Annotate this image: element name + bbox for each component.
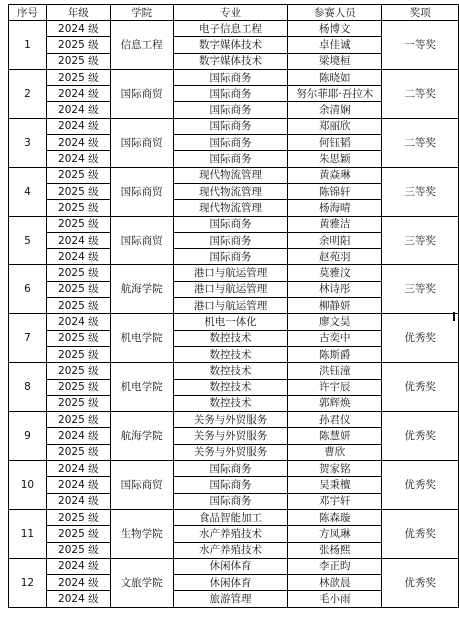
grade-cell: 2025 级: [46, 379, 110, 395]
college-cell: 文旅学院: [110, 558, 173, 607]
group-index: 4: [9, 167, 47, 216]
grade-cell: 2025 级: [46, 298, 110, 314]
group-index: 12: [9, 558, 47, 607]
participant-cell: 古奕中: [288, 330, 382, 346]
table-row: [9, 216, 459, 232]
participant-cell: 陈锦轩: [288, 183, 382, 199]
major-cell: 现代物流管理: [173, 183, 288, 199]
major-cell: 国际商务: [173, 102, 288, 118]
major-cell: 旅游管理: [173, 591, 288, 607]
major-cell: 国际商务: [173, 493, 288, 509]
grade-cell: 2025 级: [46, 183, 110, 199]
grade-cell: 2025 级: [46, 200, 110, 216]
table-row: [9, 314, 459, 330]
table-row: [9, 21, 459, 37]
participant-cell: 赵苑羽: [288, 249, 382, 265]
major-cell: 国际商务: [173, 477, 288, 493]
award-cell: 一等奖: [382, 21, 459, 70]
participant-cell: 张杨熙: [288, 542, 382, 558]
header-award: 奖项: [382, 5, 459, 21]
grade-cell: 2025 级: [46, 265, 110, 281]
grade-cell: 2024 级: [46, 135, 110, 151]
award-cell: 三等奖: [382, 167, 459, 216]
major-cell: 关务与外贸服务: [173, 444, 288, 460]
header-index: 序号: [9, 5, 47, 21]
award-cell: 优秀奖: [382, 314, 459, 363]
major-cell: 国际商务: [173, 216, 288, 232]
award-cell: 优秀奖: [382, 412, 459, 461]
participant-cell: 朱思颖: [288, 151, 382, 167]
award-cell: 三等奖: [382, 216, 459, 265]
table-row: [9, 167, 459, 183]
grade-cell: 2025 级: [46, 216, 110, 232]
group-index: 5: [9, 216, 47, 265]
major-cell: 数控技术: [173, 330, 288, 346]
major-cell: 数字媒体技术: [173, 53, 288, 69]
major-cell: 关务与外贸服务: [173, 428, 288, 444]
college-cell: 生物学院: [110, 509, 173, 558]
group-index: 2: [9, 69, 47, 118]
major-cell: 电子信息工程: [173, 21, 288, 37]
group-index: 9: [9, 412, 47, 461]
grade-cell: 2024 级: [46, 21, 110, 37]
major-cell: 食品智能加工: [173, 509, 288, 525]
participant-cell: 林诗彤: [288, 281, 382, 297]
major-cell: 国际商务: [173, 86, 288, 102]
grade-cell: 2024 级: [46, 314, 110, 330]
grade-cell: 2024 级: [46, 118, 110, 134]
major-cell: 休闲体育: [173, 575, 288, 591]
grade-cell: 2025 级: [46, 330, 110, 346]
participant-cell: 林歆晨: [288, 575, 382, 591]
grade-cell: 2024 级: [46, 86, 110, 102]
group-index: 10: [9, 461, 47, 510]
participant-cell: 陈森璇: [288, 509, 382, 525]
grade-cell: 2024 级: [46, 102, 110, 118]
grade-cell: 2025 级: [46, 444, 110, 460]
grade-cell: 2024 级: [46, 558, 110, 574]
major-cell: 数控技术: [173, 346, 288, 362]
header-grade: 年级: [46, 5, 110, 21]
grade-cell: 2025 级: [46, 281, 110, 297]
award-cell: 二等奖: [382, 118, 459, 167]
grade-cell: 2025 级: [46, 53, 110, 69]
participant-cell: 曹欣: [288, 444, 382, 460]
participant-cell: 贺家铭: [288, 461, 382, 477]
grade-cell: 2024 级: [46, 575, 110, 591]
participant-cell: 孙君仪: [288, 412, 382, 428]
major-cell: 休闲体育: [173, 558, 288, 574]
major-cell: 国际商务: [173, 461, 288, 477]
participant-cell: 卓佳诚: [288, 37, 382, 53]
college-cell: 国际商贸: [110, 69, 173, 118]
grade-cell: 2025 级: [46, 412, 110, 428]
participant-cell: 余清娴: [288, 102, 382, 118]
major-cell: 港口与航运管理: [173, 281, 288, 297]
participant-cell: 李正昀: [288, 558, 382, 574]
grade-cell: 2025 级: [46, 69, 110, 85]
table-row: [9, 412, 459, 428]
grade-cell: 2024 级: [46, 428, 110, 444]
grade-cell: 2024 级: [46, 249, 110, 265]
participant-cell: 梁境桓: [288, 53, 382, 69]
college-cell: 机电学院: [110, 363, 173, 412]
grade-cell: 2024 级: [46, 477, 110, 493]
grade-cell: 2024 级: [46, 151, 110, 167]
table-row: [9, 118, 459, 134]
college-cell: 航海学院: [110, 265, 173, 314]
grade-cell: 2025 级: [46, 37, 110, 53]
award-cell: 二等奖: [382, 69, 459, 118]
award-cell: 优秀奖: [382, 363, 459, 412]
major-cell: 关务与外贸服务: [173, 412, 288, 428]
group-index: 6: [9, 265, 47, 314]
major-cell: 数控技术: [173, 395, 288, 411]
grade-cell: 2024 级: [46, 591, 110, 607]
college-cell: 机电学院: [110, 314, 173, 363]
college-cell: 信息工程: [110, 21, 173, 70]
major-cell: 国际商务: [173, 135, 288, 151]
table-row: [9, 509, 459, 525]
participant-cell: 郭辉焕: [288, 395, 382, 411]
table-body: [9, 21, 459, 608]
grade-cell: 2025 级: [46, 542, 110, 558]
participant-cell: 努尔菲耶·吾拉木: [288, 86, 382, 102]
major-cell: 水产养殖技术: [173, 542, 288, 558]
participant-cell: 吴秉檀: [288, 477, 382, 493]
grade-cell: 2024 级: [46, 232, 110, 248]
participant-cell: 毛小雨: [288, 591, 382, 607]
group-index: 1: [9, 21, 47, 70]
grade-cell: 2025 级: [46, 526, 110, 542]
group-index: 7: [9, 314, 47, 363]
header-participants: 参赛人员: [288, 5, 382, 21]
grade-cell: 2024 级: [46, 493, 110, 509]
award-cell: 优秀奖: [382, 509, 459, 558]
major-cell: 国际商务: [173, 69, 288, 85]
award-cell: 优秀奖: [382, 558, 459, 607]
college-cell: 航海学院: [110, 412, 173, 461]
major-cell: 港口与航运管理: [173, 265, 288, 281]
participant-cell: 廖文昊: [288, 314, 382, 330]
grade-cell: 2025 级: [46, 346, 110, 362]
grade-cell: 2025 级: [46, 395, 110, 411]
college-cell: 国际商贸: [110, 461, 173, 510]
participant-cell: 陈晓如: [288, 69, 382, 85]
participant-cell: 洪钰潼: [288, 363, 382, 379]
participant-cell: 杨海晴: [288, 200, 382, 216]
major-cell: 机电一体化: [173, 314, 288, 330]
participant-cell: 方凤琳: [288, 526, 382, 542]
major-cell: 现代物流管理: [173, 200, 288, 216]
college-cell: 国际商贸: [110, 216, 173, 265]
edge-mark: [453, 312, 455, 321]
grade-cell: 2024 级: [46, 461, 110, 477]
group-index: 11: [9, 509, 47, 558]
major-cell: 数控技术: [173, 379, 288, 395]
award-cell: 优秀奖: [382, 461, 459, 510]
participant-cell: 黄焱琳: [288, 167, 382, 183]
major-cell: 国际商务: [173, 232, 288, 248]
group-index: 3: [9, 118, 47, 167]
participant-cell: 邓宇轩: [288, 493, 382, 509]
participant-cell: 黄雅洁: [288, 216, 382, 232]
participant-cell: 许宇辰: [288, 379, 382, 395]
major-cell: 港口与航运管理: [173, 298, 288, 314]
participant-cell: 杨博文: [288, 21, 382, 37]
participant-cell: 何钰韬: [288, 135, 382, 151]
major-cell: 国际商务: [173, 249, 288, 265]
major-cell: 国际商务: [173, 118, 288, 134]
major-cell: 数字媒体技术: [173, 37, 288, 53]
major-cell: 水产养殖技术: [173, 526, 288, 542]
major-cell: 现代物流管理: [173, 167, 288, 183]
header-row: [9, 5, 459, 21]
grade-cell: 2025 级: [46, 509, 110, 525]
participant-cell: 郑丽欣: [288, 118, 382, 134]
table-row: [9, 558, 459, 574]
major-cell: 国际商务: [173, 151, 288, 167]
table-row: [9, 265, 459, 281]
award-cell: 三等奖: [382, 265, 459, 314]
award-table: [8, 4, 459, 608]
participant-cell: 莫雅汶: [288, 265, 382, 281]
group-index: 8: [9, 363, 47, 412]
header-major: 专业: [173, 5, 288, 21]
table-row: [9, 69, 459, 85]
major-cell: 数控技术: [173, 363, 288, 379]
participant-cell: 柳静妍: [288, 298, 382, 314]
grade-cell: 2025 级: [46, 363, 110, 379]
table-row: [9, 363, 459, 379]
header-college: 学院: [110, 5, 173, 21]
participant-cell: 余明阳: [288, 232, 382, 248]
college-cell: 国际商贸: [110, 118, 173, 167]
participant-cell: 陈斯爵: [288, 346, 382, 362]
college-cell: 国际商贸: [110, 167, 173, 216]
participant-cell: 陈慧妍: [288, 428, 382, 444]
grade-cell: 2025 级: [46, 167, 110, 183]
table-row: [9, 461, 459, 477]
